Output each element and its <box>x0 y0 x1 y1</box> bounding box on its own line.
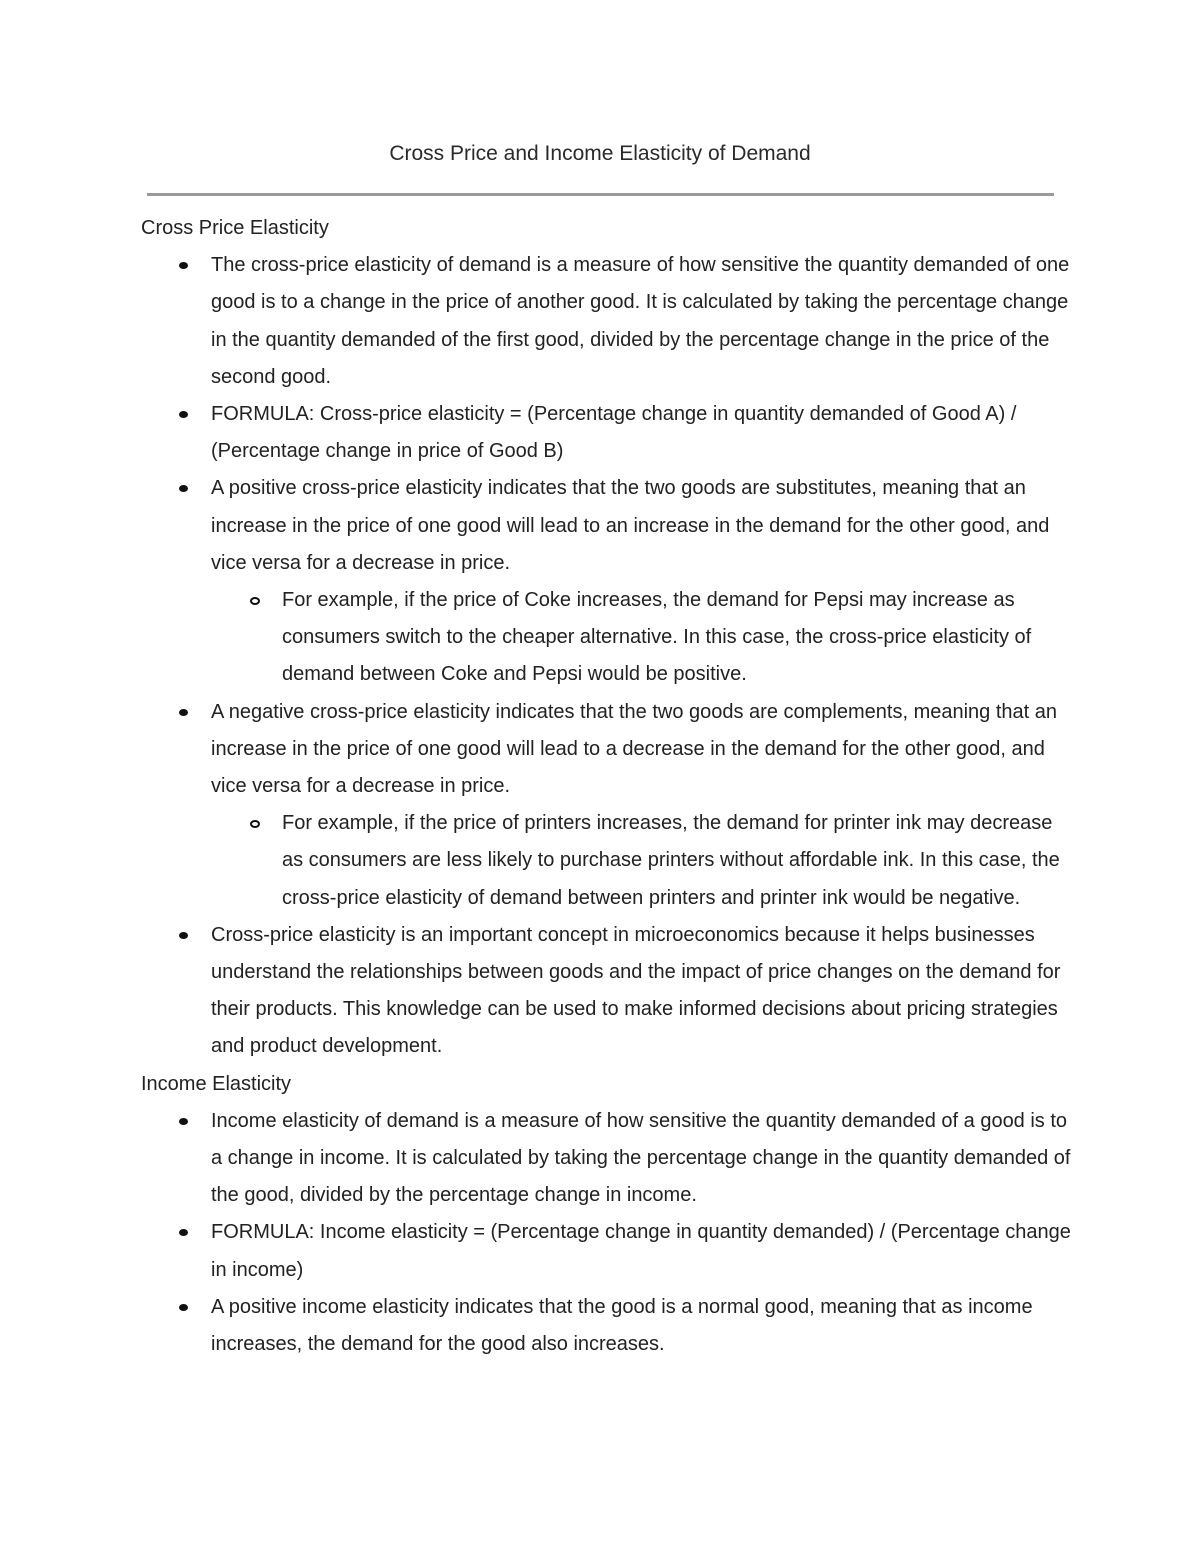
section-heading-income: Income Elasticity <box>141 1072 292 1095</box>
filled-bullet-icon <box>179 247 189 284</box>
filled-bullet-icon <box>179 1214 189 1251</box>
title-divider <box>147 193 1054 196</box>
list-item <box>141 470 1071 693</box>
list-item-text: A negative cross-price elasticity indicates that the two goods are complements, meaning that an increase in the price of one good will lead to a decrease in the demand for the other good, and vice versa for a decrease in price. <box>211 700 1058 798</box>
income-bullet-list <box>141 1103 1071 1363</box>
document-body <box>141 210 1071 1363</box>
hollow-bullet-icon <box>250 805 262 842</box>
list-item-text: The cross-price elasticity of demand is a measure of how sensitive the quantity demanded of one good is to a change in the price of another good. It is calculated by taking the percentage change in the quantity demanded of the first good, divided by the percentage change in the price of the second good. <box>211 254 1070 388</box>
sub-list-item <box>211 582 1071 694</box>
filled-bullet-icon <box>179 396 189 433</box>
list-item <box>141 247 1071 396</box>
filled-bullet-icon <box>179 1289 189 1326</box>
list-item <box>141 917 1071 1066</box>
list-item <box>141 396 1071 470</box>
section-heading-cross-price: Cross Price Elasticity <box>141 217 329 239</box>
list-item-text: Income elasticity of demand is a measure of how sensitive the quantity demanded of a good is to a change in income. It is calculated by taking the percentage change in the quantity demanded of the good, divided by the percentage change in income. <box>211 1109 1071 1207</box>
list-item <box>141 1103 1071 1215</box>
list-item-text: A positive cross-price elasticity indicates that the two goods are substitutes, meaning that an increase in the price of one good will lead to an increase in the demand for the other good, and vice versa for a decrease in price. <box>211 477 1050 574</box>
sub-list-item <box>211 805 1071 917</box>
list-item-text: Cross-price elasticity is an important concept in microeconomics because it helps businesses understand the relationships between goods and the impact of price changes on the demand for their products. This knowledge can be used to make informed decisions about pricing strategies and product development. <box>211 923 1061 1058</box>
filled-bullet-icon <box>179 917 189 954</box>
sub-bullet-list <box>211 582 1071 694</box>
filled-bullet-icon <box>179 1103 189 1140</box>
hollow-bullet-icon <box>250 582 262 619</box>
filled-bullet-icon <box>179 470 189 507</box>
cross-price-bullet-list <box>141 247 1071 1065</box>
list-item <box>141 694 1071 917</box>
sub-list-item-text: For example, if the price of printers increases, the demand for printer ink may decrease as consumers are less likely to purchase printers without affordable ink. In this case, the cross-price elasticity of demand between printers and printer ink would be negative. <box>282 812 1060 909</box>
sub-bullet-list <box>211 805 1071 917</box>
sub-list-item-text: For example, if the price of Coke increases, the demand for Pepsi may increase as consumers switch to the cheaper alternative. In this case, the cross-price elasticity of demand between Coke and Pepsi would be positive. <box>282 589 1032 686</box>
list-item <box>141 1214 1071 1288</box>
list-item <box>141 1289 1071 1363</box>
list-item-text: A positive income elasticity indicates that the good is a normal good, meaning that as income increases, the demand for the good also increases. <box>211 1295 1033 1356</box>
document-title: Cross Price and Income Elasticity of Demand <box>389 142 811 165</box>
filled-bullet-icon <box>179 694 189 731</box>
list-item-text: FORMULA: Income elasticity = (Percentage change in quantity demanded) / (Percentage change in income) <box>211 1221 1071 1281</box>
list-item-text: FORMULA: Cross-price elasticity = (Percentage change in quantity demanded of Good A) / (Percentage change in price of Good B) <box>211 403 1017 463</box>
